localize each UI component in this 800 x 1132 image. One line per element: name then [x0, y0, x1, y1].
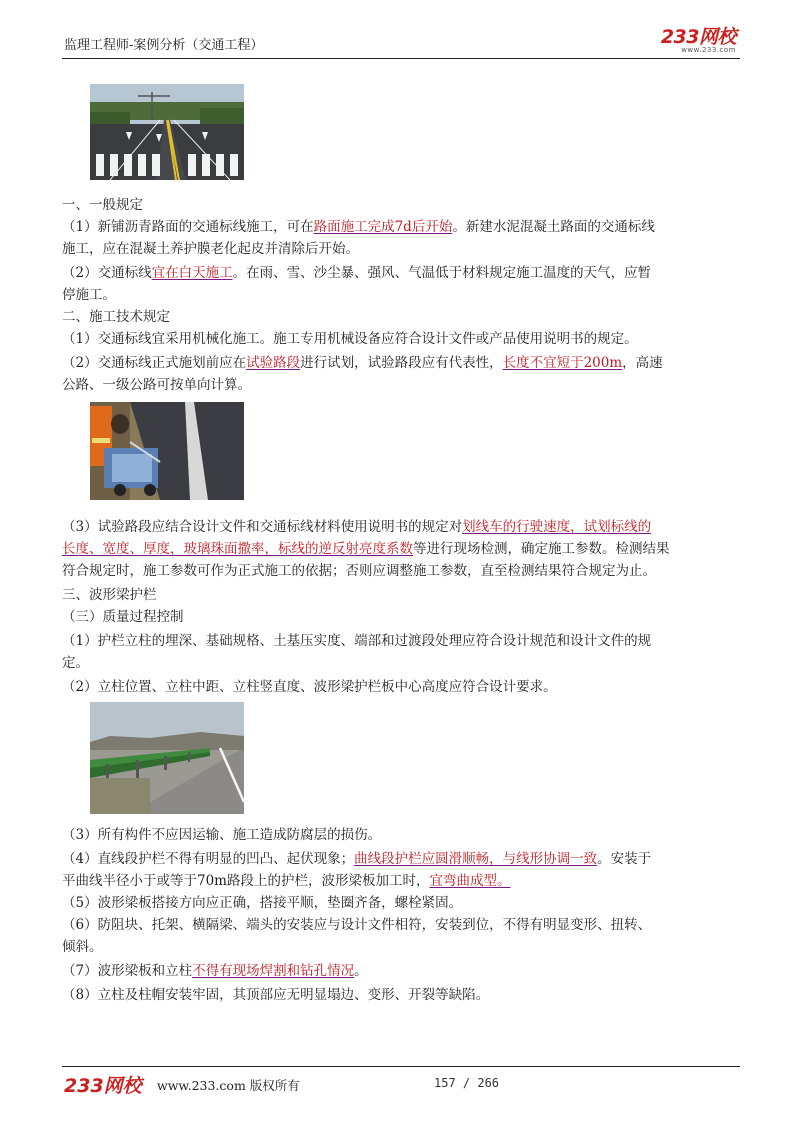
paragraph-1-line-1: （1）新铺沥青路面的交通标线施工，可在路面施工完成7d后开始。新建水泥混凝土路面的交通标线 — [62, 219, 655, 235]
section-heading-technical: 二、施工技术规定 — [62, 309, 170, 325]
paragraph-6-line-1: （1）护栏立柱的埋深、基础规格、土基压实度、端部和过渡段处理应符合设计规范和设计文件的规 — [62, 633, 652, 649]
paragraph-13: （8）立柱及柱帽安装牢固，其顶部应无明显塌边、变形、开裂等缺陷。 — [62, 987, 490, 1003]
paragraph-5-line-1: （3）试验路段应结合设计文件和交通标线材料使用说明书的规定对划线车的行驶速度，试划标线的 — [62, 519, 652, 535]
brand-logo — [661, 22, 736, 54]
logo-url: www.233.com — [681, 46, 736, 54]
paragraph-10: （5）波形梁板搭接方向应正确，搭接平顺，垫圈齐备，螺栓紧固。 — [62, 895, 463, 911]
paragraph-11-line-2: 倾斜。 — [62, 939, 103, 955]
highlight-text: 曲线段护栏应圆滑顺畅，与线形协调一致 — [354, 851, 598, 867]
highlight-text: 划线车的行驶速度，试划标线的 — [462, 519, 652, 535]
header-title: 监理工程师-案例分析（交通工程） — [64, 38, 264, 53]
highlight-text: 路面施工完成7d后开始 — [313, 219, 453, 235]
highlight-text: 长度、宽度、厚度，玻璃珠面撒率，标线的逆反射亮度系数 — [62, 541, 413, 557]
paragraph-9-line-1: （4）直线段护栏不得有明显的凹凸、起伏现象；曲线段护栏应圆滑顺畅，与线形协调一致。安装于 — [62, 851, 652, 867]
paragraph-2-line-1: （2）交通标线宜在白天施工。在雨、雪、沙尘暴、强风、气温低于材料规定施工温度的天气，应暂 — [62, 265, 652, 281]
paragraph-2-line-2: 停施工。 — [62, 287, 116, 303]
paragraph-1-line-2: 施工，应在混凝土养护膜老化起皮并清除后开始。 — [62, 241, 359, 257]
paragraph-12: （7）波形梁板和立柱不得有现场焊割和钻孔情况。 — [62, 963, 368, 979]
paragraph-4-line-1: （2）交通标线正式施划前应在试验路段进行试划，试验路段应有代表性，长度不宜短于200m，高速 — [62, 355, 663, 371]
highlight-text: 长度不宜短于200m — [502, 355, 623, 371]
section-heading-guardrail: 三、波形梁护栏 — [62, 587, 157, 603]
paragraph-4-line-2: 公路、一级公路可按单向计算。 — [62, 377, 251, 393]
footer-logo: 233网校 — [64, 1075, 142, 1097]
page-footer — [62, 1066, 740, 1097]
marking-machine-photo — [90, 402, 244, 500]
highlight-text: 宜在白天施工 — [151, 265, 233, 281]
page-number: 157 / 266 — [434, 1076, 500, 1090]
highlight-text: 不得有现场焊割和钻孔情况 — [192, 963, 355, 979]
paragraph-5-line-3: 符合规定时，施工参数可作为正式施工的依据；否则应调整施工参数，直至检测结果符合规定为止。 — [62, 563, 656, 579]
section-heading-general: 一、一般规定 — [62, 197, 143, 213]
highlight-text: 试验路段 — [246, 355, 301, 371]
paragraph-6-line-2: 定。 — [62, 655, 89, 671]
logo-text: 233网校 — [660, 26, 736, 48]
paragraph-3: （1）交通标线宜采用机械化施工。施工专用机械设备应符合设计文件或产品使用说明书的规定。 — [62, 331, 638, 347]
paragraph-7: （2）立柱位置、立柱中距、立柱竖直度、波形梁护栏板中心高度应符合设计要求。 — [62, 679, 557, 695]
footer-copyright: www.233.com 版权所有 — [157, 1078, 300, 1093]
subsection-heading-quality: （三）质量过程控制 — [62, 609, 184, 625]
highlight-text: 宜弯曲成型。 — [429, 873, 511, 889]
road-marking-photo — [90, 84, 244, 180]
paragraph-8: （3）所有构件不应因运输、施工造成防腐层的损伤。 — [62, 827, 382, 843]
guardrail-photo — [90, 702, 244, 814]
paragraph-9-line-2: 平曲线半径小于或等于70m路段上的护栏，波形梁板加工时，宜弯曲成型。 — [62, 873, 511, 889]
page-header — [62, 22, 740, 59]
paragraph-5-line-2: 长度、宽度、厚度，玻璃珠面撒率，标线的逆反射亮度系数等进行现场检测，确定施工参数。检测结果 — [62, 541, 670, 557]
paragraph-11-line-1: （6）防阻块、托架、横隔梁、端头的安装应与设计文件相符，安装到位，不得有明显变形、扭转、 — [62, 917, 652, 933]
